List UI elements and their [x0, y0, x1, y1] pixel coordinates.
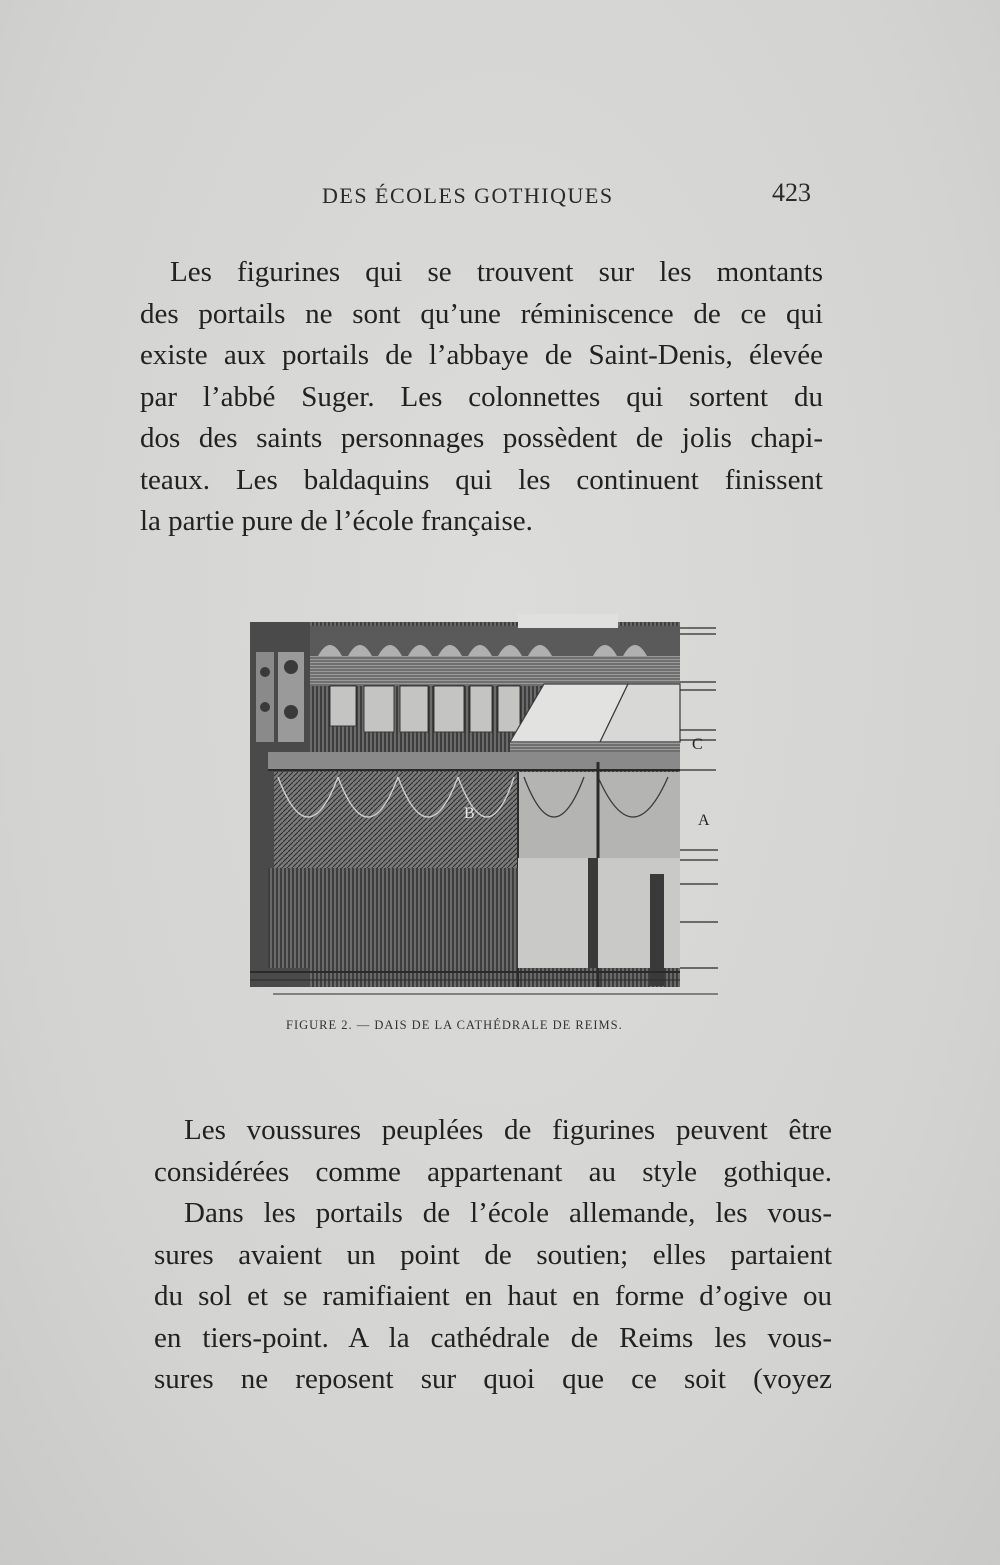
text-line: en tiers-point. A la cathédrale de Reims les vous-	[154, 1321, 832, 1354]
text-line: existe aux portails de l’abbaye de Saint-Denis, élevée	[140, 339, 823, 371]
engraving-illustration	[248, 612, 720, 1000]
text-line: sures avaient un point de soutien; elles partaient	[154, 1238, 832, 1271]
text-line: du sol et se ramifiaient en haut en forme d’ogive ou	[154, 1280, 832, 1312]
text-line: considérées comme appartenant au style gothique.	[154, 1155, 832, 1188]
text-line: Dans les portails de l’école allemande, les vous-	[184, 1197, 832, 1229]
text-line: des portails ne sont qu’une réminiscence de ce qui	[140, 297, 823, 330]
text-line: sures ne reposent sur quoi que ce soit (voyez	[154, 1363, 832, 1395]
figure-caption: FIGURE 2. — DAIS DE LA CATHÉDRALE DE REIMS.	[286, 1018, 623, 1032]
figure-label-c: C	[692, 736, 703, 753]
paragraph-2	[154, 1110, 832, 1401]
text-line: dos des saints personnages possèdent de jolis chapi-	[140, 422, 823, 454]
page-number: 423	[772, 178, 811, 207]
paragraph-1	[140, 252, 823, 543]
text-line: Les figurines qui se trouvent sur les montants	[170, 256, 823, 288]
text-line: teaux. Les baldaquins qui les continuent finissent	[140, 463, 823, 496]
figure-engraving	[248, 612, 720, 1000]
text-line: par l’abbé Suger. Les colonnettes qui sortent du	[140, 380, 823, 413]
text-line: Les voussures peuplées de figurines peuvent être	[184, 1114, 832, 1146]
figure-label-b: B	[464, 805, 475, 822]
running-title: DES ÉCOLES GOTHIQUES	[322, 183, 614, 208]
text-line: la partie pure de l’école française.	[140, 505, 533, 537]
figure-label-a: A	[698, 812, 710, 829]
